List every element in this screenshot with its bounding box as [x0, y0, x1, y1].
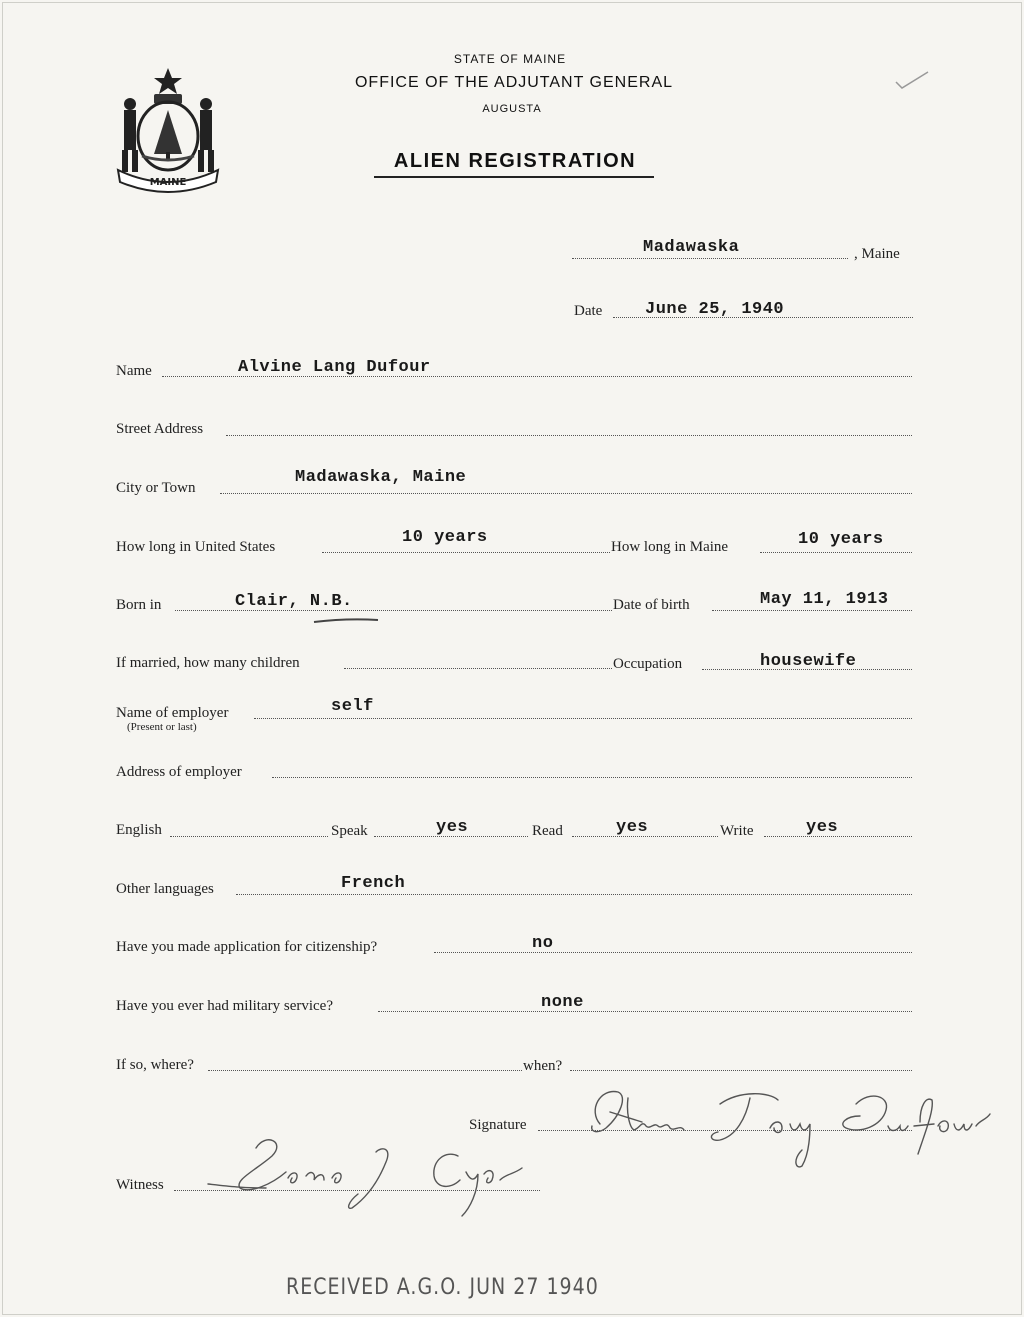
speak-value: yes [436, 818, 469, 837]
citizenship-value: no [532, 934, 554, 953]
military-label: Have you ever had military service? [116, 998, 333, 1014]
children-label: If married, how many children [116, 655, 300, 671]
city-line [220, 493, 912, 494]
witness-label: Witness [116, 1177, 164, 1193]
military-value: none [541, 993, 584, 1012]
occupation-value: housewife [760, 652, 857, 671]
city-value: Madawaska, Maine [295, 468, 467, 487]
date-of-birth-label: Date of birth [613, 597, 690, 613]
city-label: City or Town [116, 480, 196, 496]
street-address-line [226, 435, 912, 436]
place-suffix: , Maine [854, 246, 900, 262]
date-label: Date [574, 303, 603, 319]
received-stamp: RECEIVED A.G.O. JUN 27 1940 [286, 1274, 599, 1300]
employer-label: Name of employer [116, 705, 229, 721]
header-city: AUGUSTA [482, 103, 542, 115]
underline-mark-icon [312, 616, 382, 626]
how-long-maine-value: 10 years [798, 530, 884, 549]
english-label: English [116, 822, 162, 838]
name-label: Name [116, 363, 152, 379]
employer-address-label: Address of employer [116, 764, 242, 780]
other-languages-value: French [341, 874, 406, 893]
date-value: June 25, 1940 [645, 300, 785, 319]
signature-label: Signature [469, 1117, 527, 1133]
name-value: Alvine Lang Dufour [238, 358, 431, 377]
date-of-birth-line [712, 610, 912, 611]
date-of-birth-value: May 11, 1913 [760, 590, 889, 609]
where-label: If so, where? [116, 1057, 194, 1073]
employer-sublabel: (Present or last) [127, 721, 197, 733]
read-value: yes [616, 818, 649, 837]
employer-value: self [331, 697, 374, 716]
write-value: yes [806, 818, 839, 837]
witness-signature [206, 1122, 536, 1222]
applicant-signature [570, 1070, 1000, 1170]
when-label: when? [523, 1058, 563, 1074]
military-line [378, 1011, 912, 1012]
place-line [572, 258, 848, 259]
write-label: Write [720, 823, 754, 839]
place-value: Madawaska [643, 238, 740, 257]
header-office: OFFICE OF THE ADJUTANT GENERAL [354, 74, 674, 91]
svg-text:MAINE: MAINE [149, 177, 187, 188]
how-long-maine-line [760, 552, 912, 553]
english-line [170, 836, 328, 837]
employer-line [254, 718, 912, 719]
citizenship-label: Have you made application for citizenship? [116, 939, 378, 955]
how-long-us-value: 10 years [402, 528, 488, 547]
how-long-maine-label: How long in Maine [611, 539, 729, 555]
employer-address-line [272, 777, 912, 778]
where-line [208, 1070, 522, 1071]
occupation-label: Occupation [613, 656, 683, 672]
street-address-label: Street Address [116, 421, 204, 437]
how-long-us-line [322, 552, 610, 553]
children-line [344, 668, 612, 669]
read-label: Read [532, 823, 563, 839]
how-long-us-label: How long in United States [116, 539, 276, 555]
speak-label: Speak [331, 823, 368, 839]
form-title: ALIEN REGISTRATION [393, 150, 637, 172]
title-underline [374, 176, 654, 178]
born-in-value: Clair, N.B. [235, 592, 353, 611]
citizenship-line [434, 952, 912, 953]
other-languages-line [236, 894, 912, 895]
other-languages-label: Other languages [116, 881, 214, 897]
header-state: STATE OF MAINE [453, 52, 567, 66]
born-in-label: Born in [116, 597, 162, 613]
